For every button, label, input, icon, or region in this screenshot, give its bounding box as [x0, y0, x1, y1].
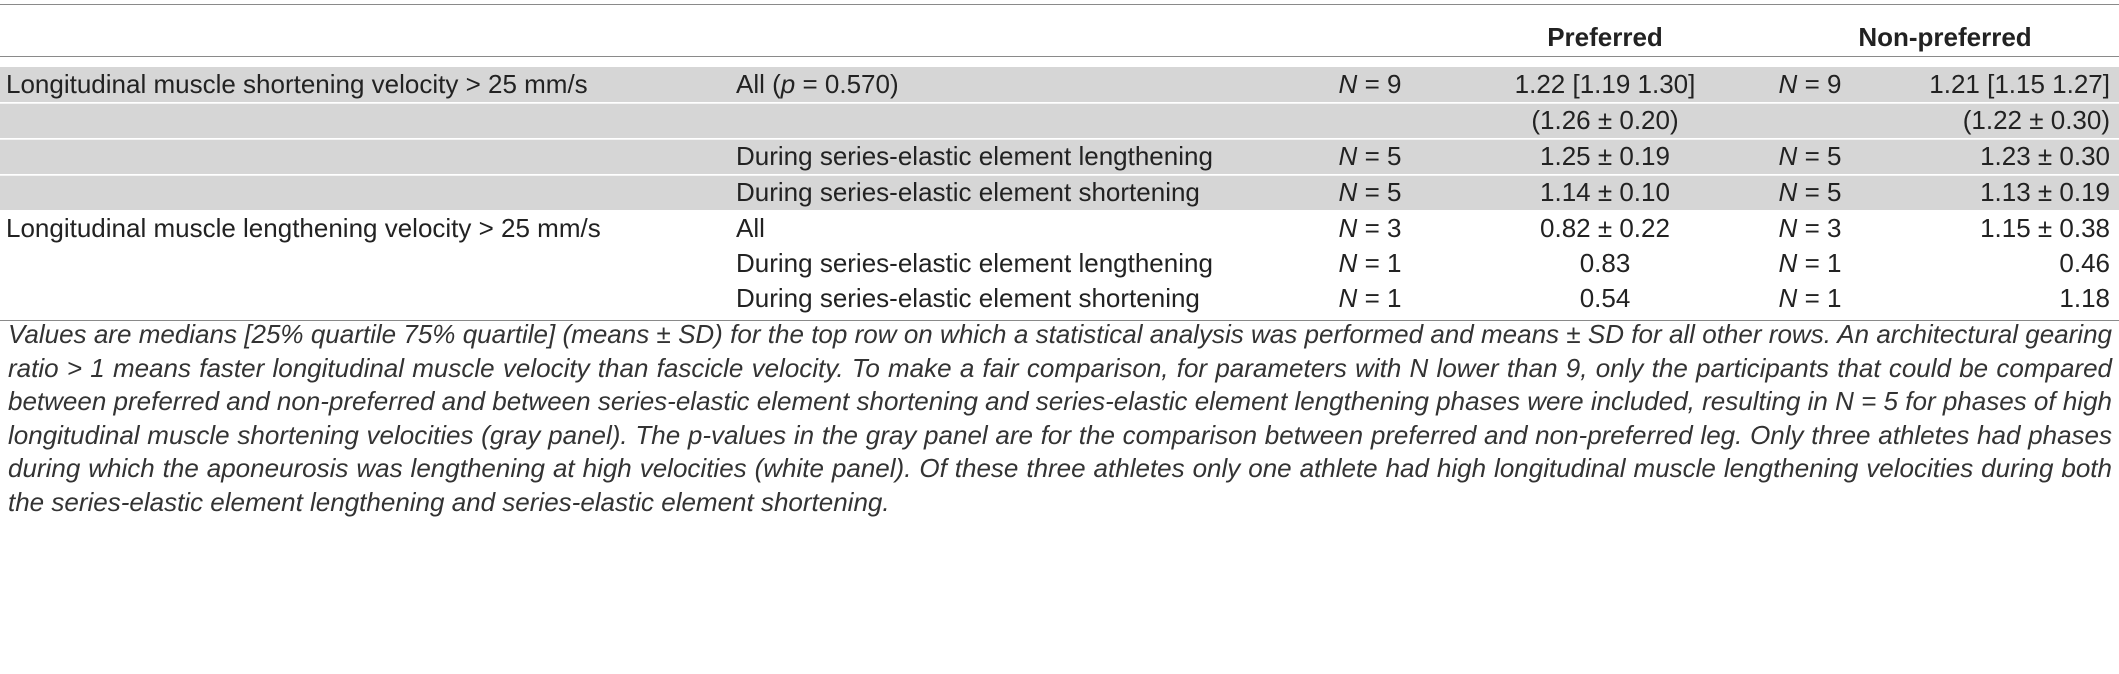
n-preferred-value: = 3 — [1364, 213, 1402, 243]
column-header-non-preferred: Non-preferred — [1858, 22, 2032, 52]
value-preferred-cell: 0.54 — [1579, 283, 1631, 313]
n-preferred-cell — [1320, 139, 1420, 174]
n-symbol: N — [1778, 213, 1798, 243]
n-non-preferred-cell — [1760, 67, 1860, 102]
n-preferred-cell — [1320, 211, 1420, 246]
n-non-preferred-value: = 1 — [1804, 283, 1842, 313]
value-preferred-cell: 1.25 ± 0.19 — [1540, 141, 1670, 171]
n-symbol: N — [1778, 248, 1798, 278]
condition-suffix: = 0.570) — [795, 69, 899, 99]
value-non-preferred-cell: 1.15 ± 0.38 — [1980, 213, 2110, 243]
n-symbol: N — [1338, 213, 1358, 243]
n-symbol: N — [1778, 69, 1798, 99]
n-non-preferred-cell — [1760, 175, 1860, 210]
n-symbol: N — [1338, 177, 1358, 207]
table-footnote: Values are medians [25% quartile 75% quartile] (means ± SD) for the top row on which a statistical analysis was performed and means ± SD for all other rows. An architectural gearing ratio > 1 means faster longitudinal muscle velocity than fascicle velocity. To make a fair comparison, for parameters with N lower than 9, only the participants that could be compared between preferred and non-preferred and between series-elastic element shortening and series-elastic element lengthening phases were included, resulting in N = 5 for phases of high longitudinal muscle shortening velocities (gray panel). The p-values in the gray panel are for the comparison between preferred and non-preferred leg. Only three athletes had phases during which the aponeurosis was lengthening at high velocities (white panel). Of these three athletes only one athlete had high longitudinal muscle lengthening velocities during both the series-elastic element lengthening and series-elastic element shortening. — [8, 319, 2112, 517]
table-row — [0, 246, 2119, 281]
p-symbol: p — [780, 69, 796, 99]
value-non-preferred-cell: 1.13 ± 0.19 — [1980, 177, 2110, 207]
parameter-cell: Longitudinal muscle shortening velocity > 25 mm/s — [6, 69, 588, 99]
n-preferred-value: = 5 — [1364, 141, 1402, 171]
n-symbol: N — [1778, 141, 1798, 171]
n-non-preferred-cell — [1760, 139, 1860, 174]
n-symbol: N — [1778, 283, 1798, 313]
n-symbol: N — [1338, 69, 1358, 99]
condition-prefix: All ( — [736, 69, 781, 99]
n-non-preferred-cell — [1760, 246, 1860, 281]
column-header-preferred: Preferred — [1547, 22, 1663, 52]
n-non-preferred-cell — [1760, 281, 1860, 316]
n-non-preferred-value: = 5 — [1804, 141, 1842, 171]
n-preferred-value: = 1 — [1364, 283, 1402, 313]
n-symbol: N — [1338, 141, 1358, 171]
n-preferred-value: = 1 — [1364, 248, 1402, 278]
value-non-preferred-cell: 1.18 — [2059, 283, 2110, 313]
table-row — [0, 67, 2119, 102]
n-symbol: N — [1338, 283, 1358, 313]
condition-cell: During series-elastic element lengthening — [736, 141, 1213, 171]
value-non-preferred-cell: 1.21 [1.15 1.27] — [1929, 69, 2110, 99]
table-row — [0, 139, 2119, 174]
n-preferred-value: = 5 — [1364, 177, 1402, 207]
n-non-preferred-value: = 3 — [1804, 213, 1842, 243]
value-preferred-cell: 1.22 [1.19 1.30] — [1514, 69, 1696, 99]
n-preferred-value: = 9 — [1364, 69, 1402, 99]
condition-cell: During series-elastic element lengthening — [736, 248, 1213, 278]
value-preferred-cell: (1.26 ± 0.20) — [1531, 105, 1679, 135]
condition-cell — [736, 67, 899, 102]
n-non-preferred-cell — [1760, 211, 1860, 246]
condition-cell: During series-elastic element shortening — [736, 283, 1200, 313]
n-symbol: N — [1778, 177, 1798, 207]
table-row — [0, 175, 2119, 210]
value-preferred-cell: 1.14 ± 0.10 — [1540, 177, 1670, 207]
table-row — [0, 103, 2119, 138]
n-preferred-cell — [1320, 175, 1420, 210]
n-non-preferred-value: = 9 — [1804, 69, 1842, 99]
n-preferred-cell — [1320, 281, 1420, 316]
table-top-rule — [0, 4, 2119, 5]
value-preferred-cell: 0.83 — [1579, 248, 1631, 278]
n-symbol: N — [1338, 248, 1358, 278]
value-non-preferred-cell: (1.22 ± 0.30) — [1962, 105, 2110, 135]
n-non-preferred-value: = 5 — [1804, 177, 1842, 207]
condition-cell: During series-elastic element shortening — [736, 177, 1200, 207]
header-rule — [0, 56, 2119, 57]
table-row — [0, 211, 2119, 246]
n-preferred-cell — [1320, 246, 1420, 281]
parameter-cell: Longitudinal muscle lengthening velocity > 25 mm/s — [6, 213, 601, 243]
value-non-preferred-cell: 0.46 — [2059, 248, 2110, 278]
value-preferred-cell: 0.82 ± 0.22 — [1540, 213, 1670, 243]
n-preferred-cell — [1320, 67, 1420, 102]
value-non-preferred-cell: 1.23 ± 0.30 — [1980, 141, 2110, 171]
n-non-preferred-value: = 1 — [1804, 248, 1842, 278]
condition-cell: All — [736, 213, 765, 243]
table-row — [0, 281, 2119, 316]
